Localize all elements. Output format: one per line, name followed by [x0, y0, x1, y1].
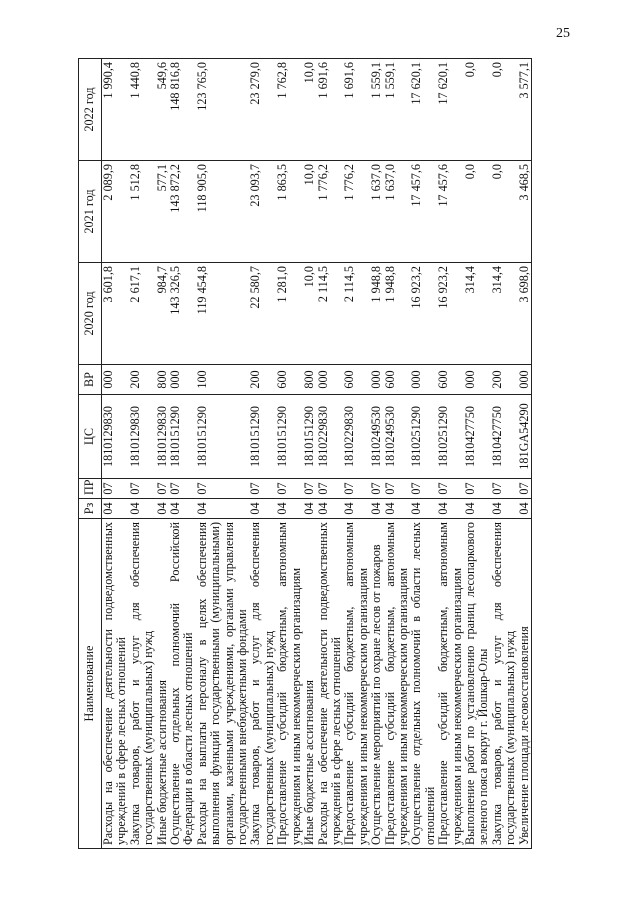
cell-2022: 1 762,8 — [276, 59, 303, 161]
cell-2020: 2 114,5 — [343, 263, 370, 365]
cell-vr: 200 — [249, 365, 276, 395]
cell-pr: 07 — [518, 479, 532, 499]
cell-cs: 1810427750 — [491, 395, 518, 479]
cell-pr: 07 — [317, 479, 344, 499]
cell-2022: 1 691,6 — [343, 59, 370, 161]
cell-2020: 3 601,8 — [102, 263, 129, 365]
table-row — [249, 59, 276, 849]
cell-2020: 984,7 — [156, 263, 169, 365]
cell-cs: 1810151290 — [303, 395, 316, 479]
table-header-row — [79, 59, 102, 849]
cell-cs: 1810151290 — [169, 395, 196, 479]
cell-cs: 1810129830 — [102, 395, 129, 479]
cell-pr: 07 — [437, 479, 464, 499]
cell-2021: 1 863,5 — [276, 161, 303, 263]
cell-2022: 1 990,4 — [102, 59, 129, 161]
cell-rz: 04 — [518, 499, 532, 519]
page-number: 25 — [556, 26, 570, 41]
cell-vr: 000 — [464, 365, 491, 395]
cell-name: Иные бюджетные ассигнования — [303, 519, 316, 849]
cell-vr: 600 — [437, 365, 464, 395]
cell-vr: 000 — [169, 365, 196, 395]
table-row — [156, 59, 169, 849]
cell-rz: 04 — [491, 499, 518, 519]
cell-rz: 04 — [156, 499, 169, 519]
cell-pr: 07 — [156, 479, 169, 499]
cell-pr: 07 — [464, 479, 491, 499]
cell-2021: 577,1 — [156, 161, 169, 263]
cell-cs: 1810129830 — [156, 395, 169, 479]
header-cs: ЦС — [79, 395, 102, 479]
budget-table — [78, 58, 532, 849]
cell-vr: 600 — [343, 365, 370, 395]
table-row — [518, 59, 532, 849]
cell-rz: 04 — [169, 499, 196, 519]
table-row — [169, 59, 196, 849]
header-2020: 2020 год — [79, 263, 102, 365]
cell-pr: 07 — [276, 479, 303, 499]
cell-vr: 000 — [518, 365, 532, 395]
cell-cs: 1810151290 — [196, 395, 250, 479]
cell-2021: 1 512,8 — [129, 161, 156, 263]
cell-pr: 07 — [343, 479, 370, 499]
cell-rz: 04 — [249, 499, 276, 519]
cell-2022: 3 577,1 — [518, 59, 532, 161]
cell-name: Предоставление субсидий бюджетным, автономным учреждениям и иным некоммерческим организациям — [343, 519, 370, 849]
cell-2021: 3 468,5 — [518, 161, 532, 263]
cell-2022: 148 816,8 — [169, 59, 196, 161]
cell-rz: 04 — [410, 499, 437, 519]
cell-2021: 23 093,7 — [249, 161, 276, 263]
cell-rz: 04 — [276, 499, 303, 519]
cell-name: Осуществление мероприятий по охране лесов от пожаров — [370, 519, 383, 849]
rotated-page-content — [78, 59, 598, 849]
cell-rz: 04 — [384, 499, 411, 519]
cell-2022: 123 765,0 — [196, 59, 250, 161]
cell-2022: 1 559,1 — [384, 59, 411, 161]
cell-2020: 16 923,2 — [437, 263, 464, 365]
table-row — [276, 59, 303, 849]
cell-vr: 600 — [276, 365, 303, 395]
header-2021: 2021 год — [79, 161, 102, 263]
cell-cs: 1810151290 — [276, 395, 303, 479]
cell-name: Выполнение работ по установлению границ лесопаркового зеленого пояса вокруг г. Йошкар-Олы — [464, 519, 491, 849]
cell-pr: 07 — [410, 479, 437, 499]
cell-cs: 1810427750 — [464, 395, 491, 479]
cell-pr: 07 — [169, 479, 196, 499]
cell-2021: 0,0 — [491, 161, 518, 263]
cell-name: Иные бюджетные ассигнования — [156, 519, 169, 849]
cell-cs: 181GA54290 — [518, 395, 532, 479]
cell-vr: 800 — [303, 365, 316, 395]
cell-2021: 0,0 — [464, 161, 491, 263]
table-row — [464, 59, 491, 849]
cell-2020: 1 948,8 — [384, 263, 411, 365]
cell-cs: 1810229830 — [317, 395, 344, 479]
cell-2020: 314,4 — [464, 263, 491, 365]
cell-cs: 1810229830 — [343, 395, 370, 479]
cell-2022: 17 620,1 — [410, 59, 437, 161]
cell-2022: 23 279,0 — [249, 59, 276, 161]
cell-name: Закупка товаров, работ и услуг для обеспечения государственных (муниципальных) нужд — [129, 519, 156, 849]
cell-vr: 200 — [491, 365, 518, 395]
table-row — [317, 59, 344, 849]
cell-2020: 16 923,2 — [410, 263, 437, 365]
cell-2022: 1 559,1 — [370, 59, 383, 161]
cell-2020: 1 948,8 — [370, 263, 383, 365]
cell-vr: 000 — [102, 365, 129, 395]
cell-2021: 1 776,2 — [317, 161, 344, 263]
table-row — [343, 59, 370, 849]
cell-2020: 22 580,7 — [249, 263, 276, 365]
cell-2022: 0,0 — [491, 59, 518, 161]
cell-pr: 07 — [129, 479, 156, 499]
cell-2021: 1 776,2 — [343, 161, 370, 263]
cell-vr: 100 — [196, 365, 250, 395]
header-2022: 2022 год — [79, 59, 102, 161]
cell-2021: 143 872,2 — [169, 161, 196, 263]
cell-rz: 04 — [196, 499, 250, 519]
cell-2020: 314,4 — [491, 263, 518, 365]
cell-rz: 04 — [437, 499, 464, 519]
cell-pr: 07 — [491, 479, 518, 499]
cell-2021: 10,0 — [303, 161, 316, 263]
cell-name: Предоставление субсидий бюджетным, автономным учреждениям и иным некоммерческим организациям — [276, 519, 303, 849]
cell-2022: 10,0 — [303, 59, 316, 161]
table-row — [410, 59, 437, 849]
table-row — [196, 59, 250, 849]
cell-cs: 1810129830 — [129, 395, 156, 479]
table-row — [437, 59, 464, 849]
cell-rz: 04 — [464, 499, 491, 519]
cell-cs: 1810251290 — [410, 395, 437, 479]
cell-rz: 04 — [303, 499, 316, 519]
cell-name: Закупка товаров, работ и услуг для обеспечения государственных (муниципальных) нужд — [491, 519, 518, 849]
cell-2021: 1 637,0 — [384, 161, 411, 263]
cell-2022: 549,6 — [156, 59, 169, 161]
cell-pr: 07 — [249, 479, 276, 499]
cell-name: Расходы на выплаты персоналу в целях обеспечения выполнения функций государственными (муниципальными) органами, казенными учреждениями, органами управления государственными внебюджетными фондами — [196, 519, 250, 849]
cell-vr: 000 — [370, 365, 383, 395]
cell-pr: 07 — [370, 479, 383, 499]
cell-2022: 0,0 — [464, 59, 491, 161]
cell-vr: 800 — [156, 365, 169, 395]
cell-rz: 04 — [317, 499, 344, 519]
cell-vr: 000 — [317, 365, 344, 395]
table-row — [370, 59, 383, 849]
cell-2021: 17 457,6 — [410, 161, 437, 263]
cell-name: Расходы на обеспечение деятельности подведомственных учреждений в сфере лесных отношений — [102, 519, 129, 849]
cell-vr: 000 — [410, 365, 437, 395]
cell-2020: 143 326,5 — [169, 263, 196, 365]
cell-2022: 1 440,8 — [129, 59, 156, 161]
cell-2022: 1 691,6 — [317, 59, 344, 161]
cell-2021: 1 637,0 — [370, 161, 383, 263]
cell-pr: 07 — [303, 479, 316, 499]
cell-cs: 1810151290 — [249, 395, 276, 479]
cell-2020: 10,0 — [303, 263, 316, 365]
cell-2020: 2 114,5 — [317, 263, 344, 365]
cell-cs: 1810249530 — [384, 395, 411, 479]
cell-name: Предоставление субсидий бюджетным, автономным учреждениям и иным некоммерческим организациям — [384, 519, 411, 849]
cell-cs: 1810251290 — [437, 395, 464, 479]
cell-2020: 1 281,0 — [276, 263, 303, 365]
cell-cs: 1810249530 — [370, 395, 383, 479]
table-row — [491, 59, 518, 849]
table-row — [102, 59, 129, 849]
cell-name: Расходы на обеспечение деятельности подведомственных учреждений в сфере лесных отношений — [317, 519, 344, 849]
cell-name: Предоставление субсидий бюджетным, автономным учреждениям и иным некоммерческим организациям — [437, 519, 464, 849]
cell-rz: 04 — [129, 499, 156, 519]
cell-vr: 200 — [129, 365, 156, 395]
cell-name: Осуществление отдельных полномочий в области лесных отношений — [410, 519, 437, 849]
cell-2020: 119 454,8 — [196, 263, 250, 365]
cell-rz: 04 — [343, 499, 370, 519]
cell-2022: 17 620,1 — [437, 59, 464, 161]
cell-vr: 600 — [384, 365, 411, 395]
cell-2021: 17 457,6 — [437, 161, 464, 263]
cell-name: Увеличение площади лесовосстановления — [518, 519, 532, 849]
header-pr: ПР — [79, 479, 102, 499]
cell-2020: 2 617,1 — [129, 263, 156, 365]
cell-pr: 07 — [384, 479, 411, 499]
cell-pr: 07 — [196, 479, 250, 499]
table-row — [303, 59, 316, 849]
table-row — [129, 59, 156, 849]
cell-2021: 118 905,0 — [196, 161, 250, 263]
cell-2020: 3 698,0 — [518, 263, 532, 365]
header-vr: ВР — [79, 365, 102, 395]
header-name: Наименование — [79, 519, 102, 849]
cell-2021: 2 089,9 — [102, 161, 129, 263]
cell-rz: 04 — [102, 499, 129, 519]
cell-name: Осуществление отдельных полномочий Российской Федерации в области лесных отношений — [169, 519, 196, 849]
cell-pr: 07 — [102, 479, 129, 499]
table-row — [384, 59, 411, 849]
cell-name: Закупка товаров, работ и услуг для обеспечения государственных (муниципальных) нужд — [249, 519, 276, 849]
cell-rz: 04 — [370, 499, 383, 519]
header-rz: Рз — [79, 499, 102, 519]
